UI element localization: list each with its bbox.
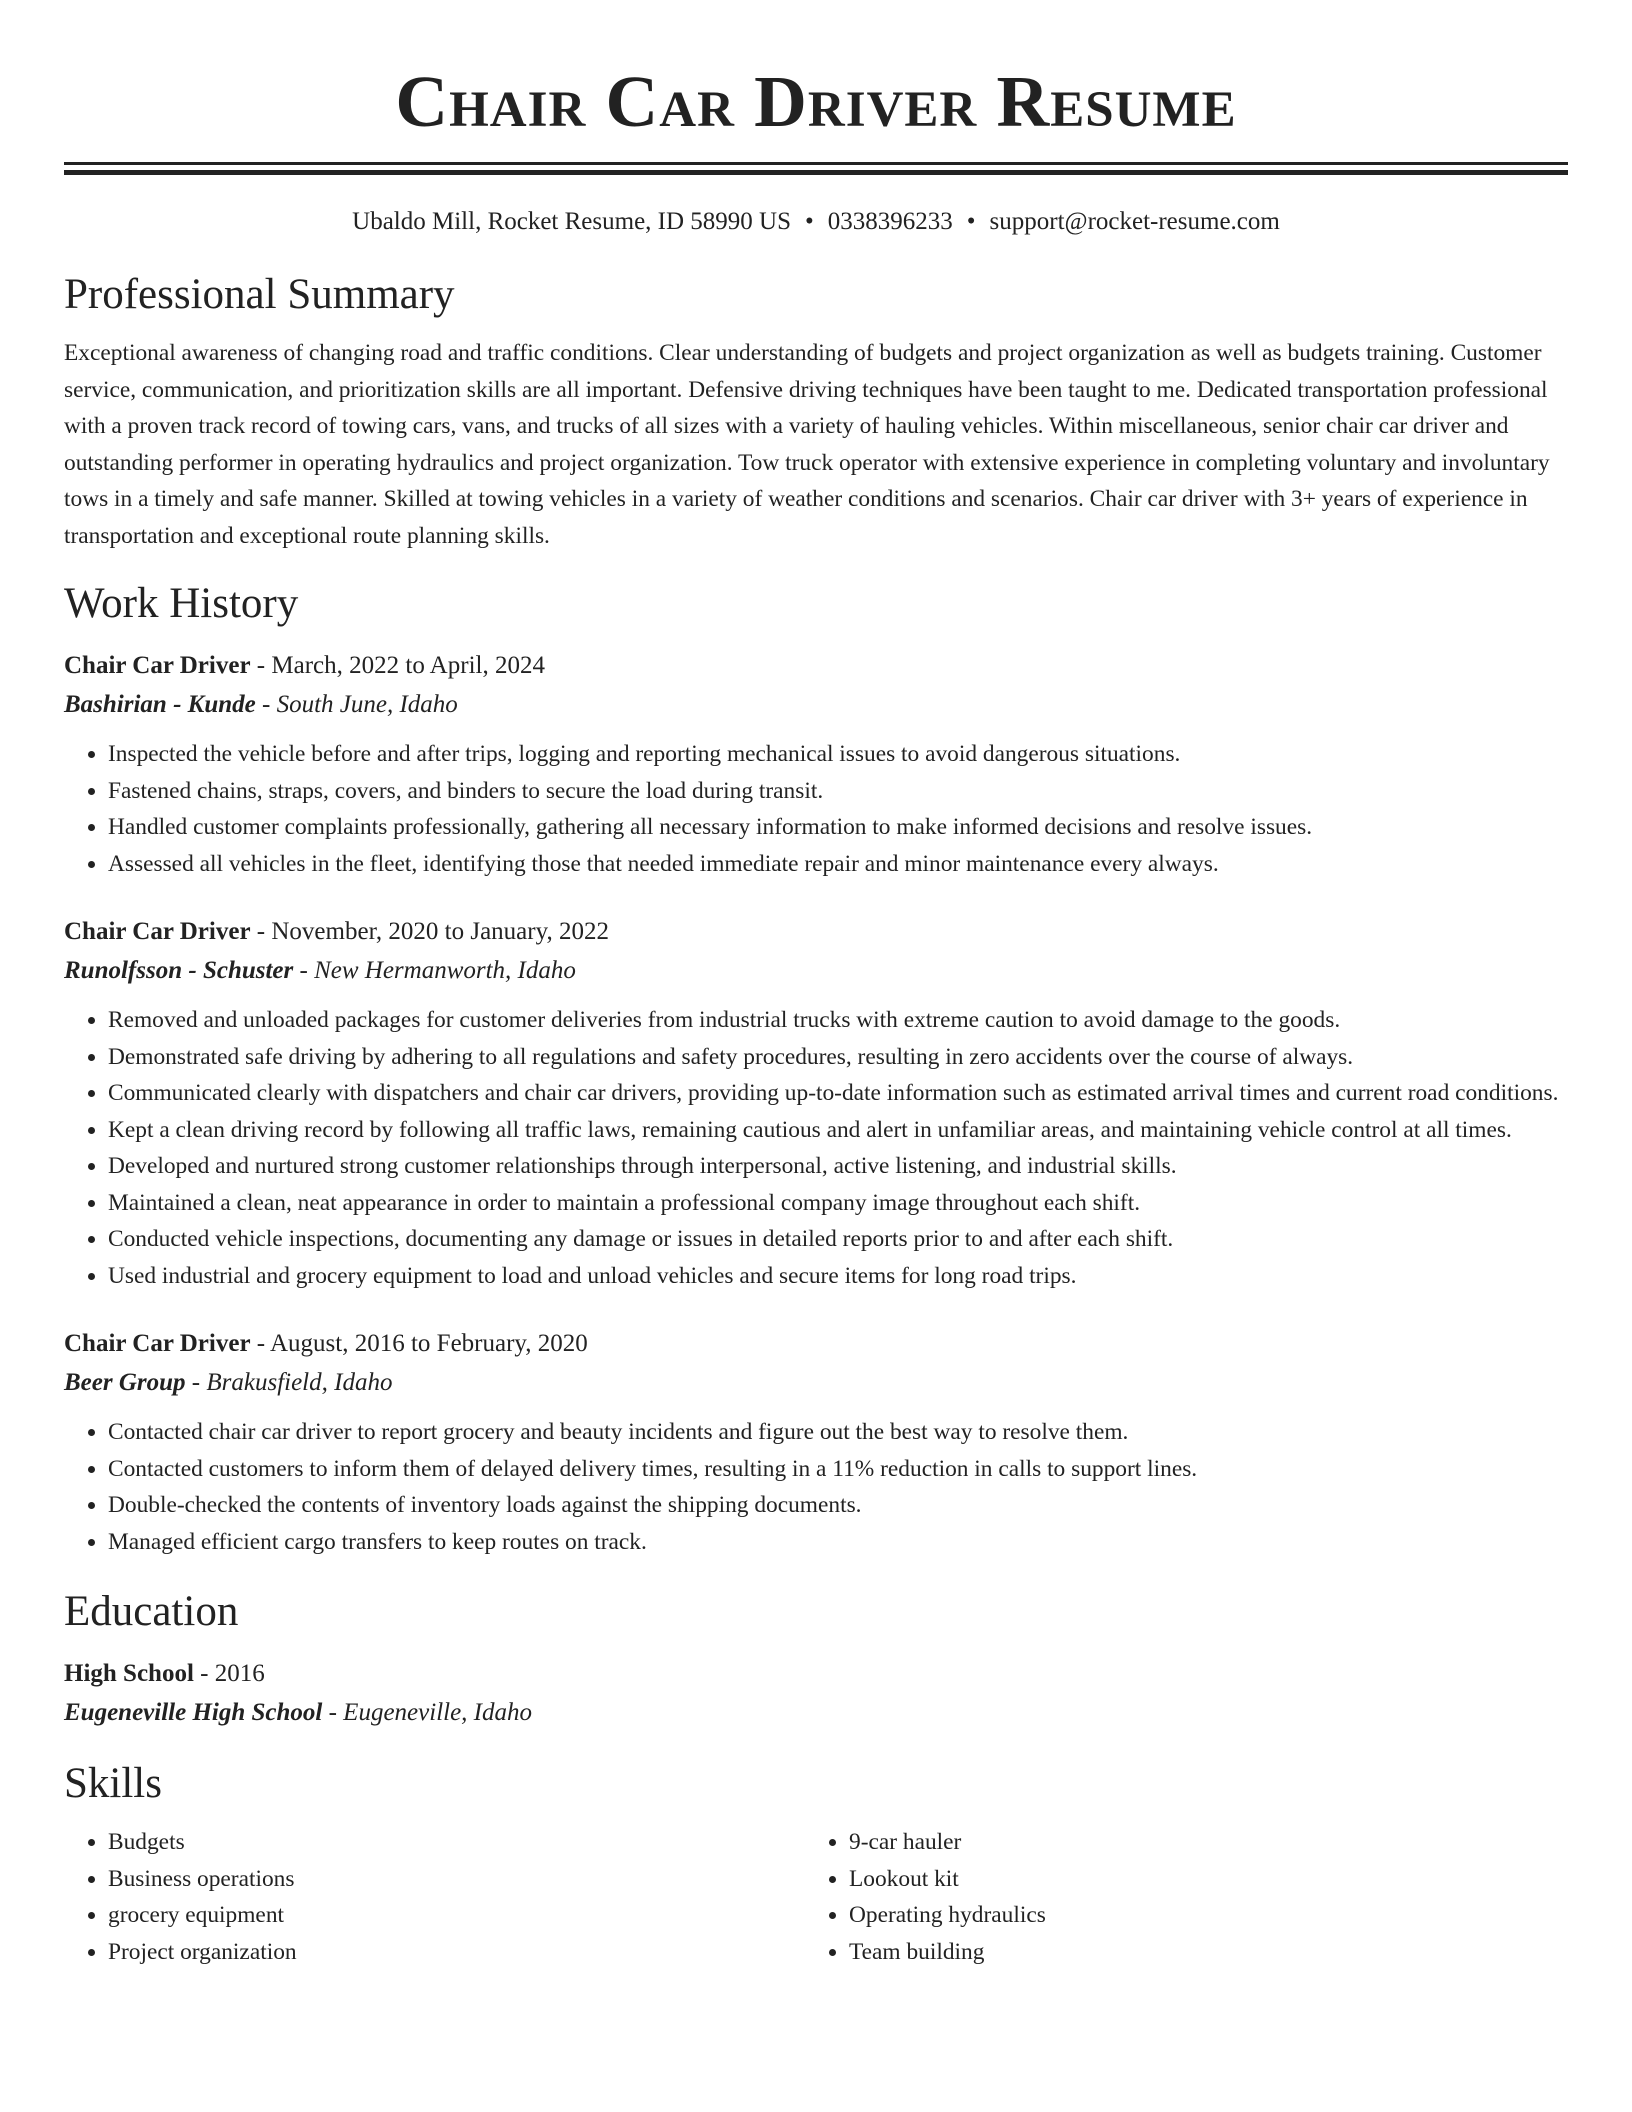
summary-text: Exceptional awareness of changing road and traffic conditions. Clear understanding of budgets and project organization as well as budgets training. Customer service, communication, and prioritization skills are all important. Defensive driving techniques have been taught to me. Dedicated transportation professional with a proven track record of towing cars, vans, and trucks of all sizes with a variety of hauling vehicles. Within miscellaneous, senior chair car driver and outstanding performer in operating hydraulics and project organization. Tow truck operator with extensive experience in completing voluntary and involuntary tows in a timely and safe manner. Skilled at towing vehicles in a variety of weather conditions and scenarios. Chair car driver with 3+ years of experience in transportation and exceptional route planning skills. xyxy=(64,340,1550,549)
title-divider xyxy=(64,162,1568,175)
job-company-line xyxy=(64,685,1568,724)
education-location: - Eugeneville, Idaho xyxy=(322,1699,533,1726)
skills-column-right xyxy=(805,1824,1546,1970)
job-title-line xyxy=(64,646,1568,685)
contact-separator: • xyxy=(805,208,814,235)
skills-grid xyxy=(64,1824,1568,1970)
job-entry xyxy=(64,646,1568,882)
job-dates: - March, 2022 to April, 2024 xyxy=(250,652,545,679)
education-entry xyxy=(64,1654,1568,1732)
work-history-heading: Work History xyxy=(64,580,299,627)
education-school: Eugeneville High School xyxy=(64,1699,323,1726)
job-entry xyxy=(64,912,1568,1294)
resume-title: Chair Car Driver Resume xyxy=(395,61,1237,142)
education-year: - 2016 xyxy=(193,1660,265,1687)
job-duty: • Maintained a clean, neat appearance in order to maintain a professional company image throughout each shift. xyxy=(108,1185,1568,1222)
job-duty: • Demonstrated safe driving by adhering to all regulations and safety procedures, resulting in zero accidents over the course of always. xyxy=(108,1039,1568,1076)
job-duty: • Conducted vehicle inspections, documenting any damage or issues in detailed reports prior to and after each shift. xyxy=(108,1221,1568,1258)
education-school-line xyxy=(64,1693,1568,1732)
skill-item: • 9-car hauler xyxy=(849,1824,1546,1861)
job-entry xyxy=(64,1324,1568,1560)
job-company-line xyxy=(64,1363,1568,1402)
job-company: Bashirian - Kunde xyxy=(64,691,256,718)
skill-item: • Operating hydraulics xyxy=(849,1897,1546,1934)
job-duty: • Communicated clearly with dispatchers and chair car drivers, providing up-to-date information such as estimated arrival times and current road conditions. xyxy=(108,1075,1568,1112)
education-degree-line xyxy=(64,1654,1568,1693)
education-heading: Education xyxy=(64,1588,239,1635)
job-duty: • Contacted chair car driver to report grocery and beauty incidents and figure out the best way to resolve them. xyxy=(108,1414,1568,1451)
job-duty: • Developed and nurtured strong customer relationships through interpersonal, active listening, and industrial skills. xyxy=(108,1148,1568,1185)
job-duty: • Kept a clean driving record by following all traffic laws, remaining cautious and alert in unfamiliar areas, and maintaining vehicle control at all times. xyxy=(108,1112,1568,1149)
skill-item: • Project organization xyxy=(108,1934,805,1971)
job-duty: • Assessed all vehicles in the fleet, identifying those that needed immediate repair and minor maintenance every always. xyxy=(108,846,1568,883)
skills-heading: Skills xyxy=(64,1760,162,1807)
resume-page xyxy=(64,0,1568,1970)
skill-item: • grocery equipment xyxy=(108,1897,805,1934)
job-duty: • Managed efficient cargo transfers to keep routes on track. xyxy=(108,1524,1568,1561)
job-title-line xyxy=(64,912,1568,951)
skill-item: • Team building xyxy=(849,1934,1546,1971)
job-duties-list xyxy=(64,1414,1568,1560)
education-degree: High School xyxy=(64,1660,194,1687)
job-dates: - August, 2016 to February, 2020 xyxy=(250,1330,588,1357)
job-location: - Brakusfield, Idaho xyxy=(185,1369,393,1396)
job-title: Chair Car Driver xyxy=(64,918,251,945)
job-duty: • Inspected the vehicle before and after trips, logging and reporting mechanical issues to avoid dangerous situations. xyxy=(108,736,1568,773)
job-company: Runolfsson - Schuster xyxy=(64,957,294,984)
job-duty: • Fastened chains, straps, covers, and binders to secure the load during transit. xyxy=(108,773,1568,810)
job-duty: • Contacted customers to inform them of delayed delivery times, resulting in a 11% reduction in calls to support lines. xyxy=(108,1451,1568,1488)
skill-item: • Budgets xyxy=(108,1824,805,1861)
job-dates: - November, 2020 to January, 2022 xyxy=(250,918,609,945)
skill-item: • Lookout kit xyxy=(849,1861,1546,1898)
job-location: - South June, Idaho xyxy=(255,691,458,718)
job-title-line xyxy=(64,1324,1568,1363)
job-title: Chair Car Driver xyxy=(64,1330,251,1357)
contact-email: support@rocket-resume.com xyxy=(989,208,1280,235)
contact-phone: 0338396233 xyxy=(827,208,953,235)
contact-line xyxy=(64,205,1568,239)
contact-separator: • xyxy=(966,208,976,235)
job-company-line xyxy=(64,951,1568,990)
job-location: - New Hermanworth, Idaho xyxy=(293,957,576,984)
job-title: Chair Car Driver xyxy=(64,652,251,679)
job-duties-list xyxy=(64,1002,1568,1294)
skills-column-left xyxy=(64,1824,805,1970)
job-duty: • Used industrial and grocery equipment to load and unload vehicles and secure items for long road trips. xyxy=(108,1258,1568,1295)
job-duties-list xyxy=(64,736,1568,882)
contact-address: Ubaldo Mill, Rocket Resume, ID 58990 US xyxy=(352,208,792,235)
skill-item: • Business operations xyxy=(108,1861,805,1898)
job-company: Beer Group xyxy=(64,1369,186,1396)
summary-heading: Professional Summary xyxy=(64,271,455,318)
job-duty: • Handled customer complaints professionally, gathering all necessary information to make informed decisions and resolve issues. xyxy=(108,809,1568,846)
job-duty: • Double-checked the contents of inventory loads against the shipping documents. xyxy=(108,1487,1568,1524)
job-duty: • Removed and unloaded packages for customer deliveries from industrial trucks with extreme caution to avoid damage to the goods. xyxy=(108,1002,1568,1039)
